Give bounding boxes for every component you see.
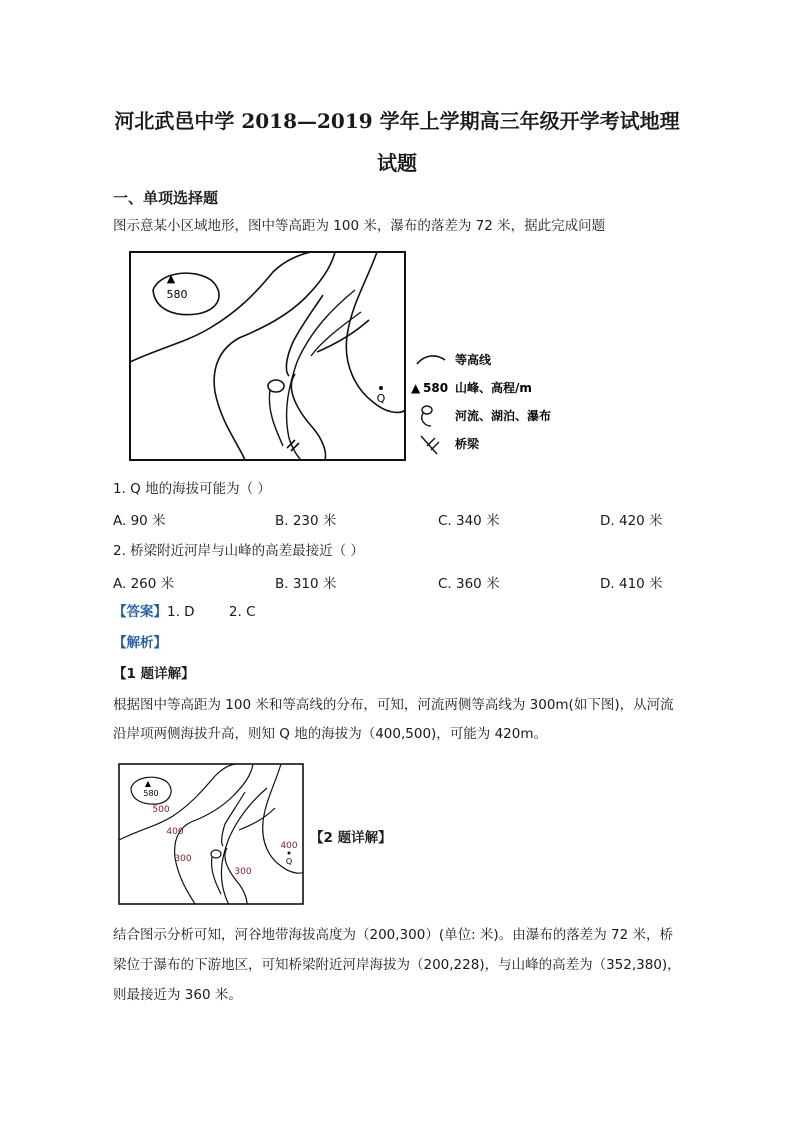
- answer-value: 1. D 2. C: [167, 604, 256, 620]
- analysis-sub-1: 【1 题详解】: [113, 666, 195, 682]
- river: [212, 857, 221, 894]
- contour-label-300-right: 300: [234, 867, 252, 877]
- legend-contour-symbol: [417, 356, 445, 364]
- point-q-marker: [379, 386, 383, 390]
- analysis-sub-2: 【2 题详解】: [310, 830, 392, 846]
- peak-value-label: 580: [143, 789, 159, 798]
- q1-option-b[interactable]: B. 230 米: [275, 513, 337, 529]
- analysis-1-line-2: 沿岸项两侧海拔升高，则知 Q 地的海拔为（400,500)，可能为 420m。: [113, 726, 548, 742]
- contour-line: [346, 252, 405, 412]
- legend-peak-symbol: ▲: [411, 381, 421, 395]
- legend-peak-value: 580: [423, 381, 449, 395]
- annotated-contour-map-figure: [117, 762, 307, 908]
- q2-option-b[interactable]: B. 310 米: [275, 576, 337, 592]
- contour-label-300-left: 300: [174, 854, 192, 864]
- point-q-marker: [288, 852, 291, 855]
- contour-line: [175, 764, 253, 904]
- map-legend: [411, 352, 551, 454]
- analysis-2-line-2: 梁位于瀑布的下游地区，可知桥梁附近河岸海拔为（200,228)，与山峰的高差为（352,380)，: [113, 957, 681, 973]
- question-1-stem: 1. Q 地的海拔可能为（ ）: [113, 481, 271, 497]
- analysis-2-line-3: 则最接近为 360 米。: [113, 987, 242, 1003]
- analysis-1-line-1: 根据图中等高距为 100 米和等高线的分布，可知，河流两侧等高线为 300m(如下图)，从河流: [113, 697, 674, 713]
- q1-option-c[interactable]: C. 340 米: [438, 513, 500, 529]
- question-intro: 图示意某小区域地形，图中等高距为 100 米，瀑布的落差为 72 米，据此完成问题: [113, 218, 606, 234]
- contour-label-400-right: 400: [280, 841, 298, 851]
- document-title-line-2: 试题: [377, 151, 417, 175]
- legend-peak-label: 山峰、高程/m: [455, 381, 532, 395]
- lake: [211, 850, 221, 858]
- river: [287, 290, 355, 460]
- q2-option-c[interactable]: C. 360 米: [438, 576, 500, 592]
- contour-line: [222, 792, 245, 846]
- legend-bridge-symbol: [421, 436, 439, 454]
- q1-option-a[interactable]: A. 90 米: [113, 513, 166, 529]
- contour-label-400: 400: [166, 827, 184, 837]
- q1-option-d[interactable]: D. 420 米: [600, 513, 663, 529]
- section-heading: 一、单项选择题: [113, 189, 219, 207]
- point-q-label: Q: [285, 857, 293, 866]
- peak-value-label: 580: [166, 288, 188, 301]
- peak-marker: ▲: [144, 779, 152, 788]
- q2-option-d[interactable]: D. 410 米: [600, 576, 663, 592]
- analysis-tag: 【解析】: [113, 635, 167, 651]
- contour-label-500: 500: [152, 805, 170, 815]
- contour-line: [130, 252, 311, 362]
- legend-river-symbol: [422, 406, 432, 426]
- bridge: [287, 440, 299, 451]
- analysis-2-line-1: 结合图示分析可知，河谷地带海拔高度为（200,300）(单位: 米)。由瀑布的落差为 72 米，桥: [113, 927, 673, 943]
- q2-option-a[interactable]: A. 260 米: [113, 576, 175, 592]
- river: [311, 312, 361, 356]
- contour-line: [263, 764, 303, 873]
- answer-tag: 【答案】: [113, 604, 167, 620]
- contour-line: [286, 295, 323, 376]
- contour-line: [291, 374, 325, 460]
- legend-contour-label: 等高线: [455, 353, 492, 367]
- contour-map-figure: [125, 250, 575, 465]
- river: [221, 788, 267, 904]
- river: [269, 390, 283, 446]
- legend-bridge-label: 桥梁: [455, 437, 480, 451]
- answer-line: [113, 601, 256, 623]
- legend-river-label: 河流、湖泊、瀑布: [455, 409, 552, 423]
- peak-marker: ▲: [166, 272, 176, 285]
- question-2-stem: 2. 桥梁附近河岸与山峰的高差最接近（ ）: [113, 543, 364, 559]
- document-title-line-1: 河北武邑中学 2018—2019 学年上学期高三年级开学考试地理: [114, 109, 680, 133]
- contour-line: [214, 252, 335, 460]
- point-q-label: Q: [376, 392, 386, 405]
